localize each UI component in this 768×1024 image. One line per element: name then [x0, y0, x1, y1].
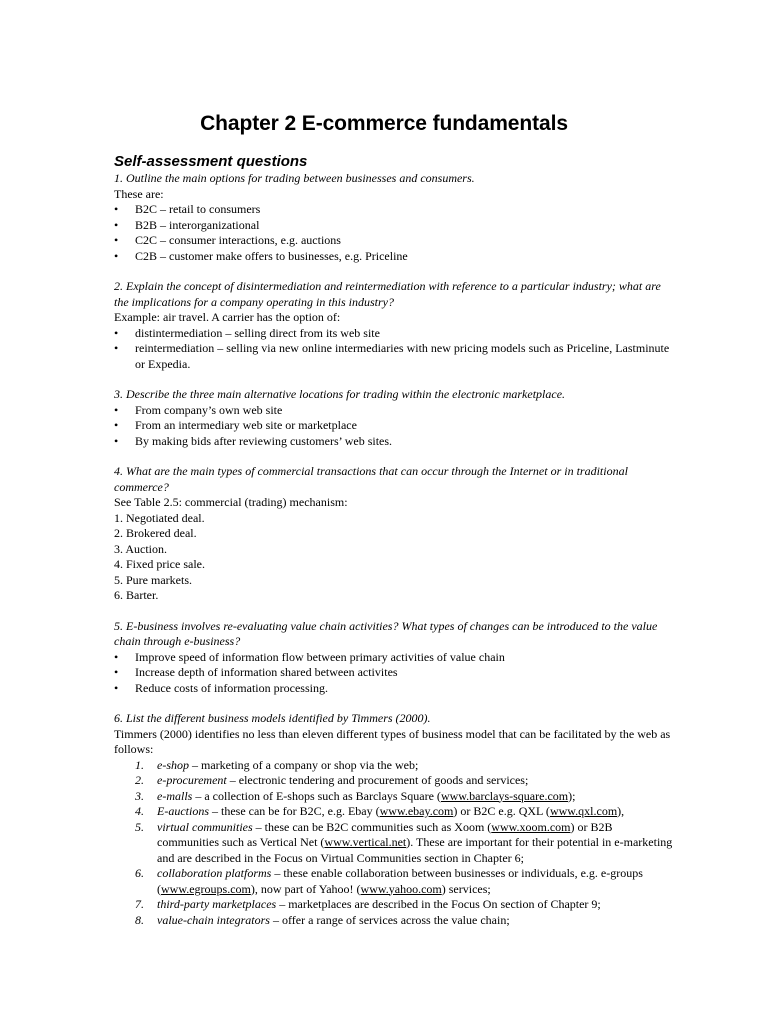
- model-description: ) or B2C e.g. QXL (: [453, 804, 550, 818]
- list-number: 1.: [135, 757, 144, 772]
- answer-1-intro: These are:: [114, 186, 164, 201]
- list-item: [114, 820, 674, 867]
- model-description: ),: [617, 804, 625, 818]
- list-item: [114, 897, 674, 913]
- answer-2-list: [114, 326, 674, 373]
- model-description: ) or B2B communities such as Vertical Net (: [157, 819, 613, 849]
- answer-6-intro: Timmers (2000) identifies no less than eleven different types of business model that can be facilitated by the web as follows:: [114, 726, 671, 756]
- list-item: 2. Brokered deal.: [114, 526, 197, 540]
- list-item: • Improve speed of information flow between primary activities of value chain: [114, 650, 674, 666]
- spacer: [114, 604, 674, 619]
- model-term: collaboration platforms: [157, 866, 272, 880]
- list-item: [114, 773, 674, 789]
- answer-3-list: [114, 403, 674, 450]
- question-1: 1. Outline the main options for trading between businesses and consumers.: [114, 171, 475, 185]
- answer-4-intro: See Table 2.5: commercial (trading) mechanism:: [114, 495, 348, 509]
- list-item: • reintermediation – selling via new online intermediaries with new pricing models such as Priceline, Lastminute or Expedia.: [114, 341, 674, 372]
- list-item: [114, 789, 674, 805]
- list-item: 4. Fixed price sale.: [114, 557, 205, 571]
- spacer: [114, 372, 674, 387]
- list-number: 7.: [135, 897, 144, 911]
- spacer: [114, 696, 674, 711]
- list-item: • Reduce costs of information processing.: [114, 681, 674, 697]
- list-item: [114, 804, 674, 820]
- list-item: • distintermediation – selling direct from its web site: [114, 326, 674, 342]
- model-term: value-chain integrators: [157, 912, 270, 927]
- section-heading: Self-assessment questions: [114, 153, 308, 170]
- list-item: 1. Negotiated deal.: [114, 510, 205, 525]
- model-description: – offer a range of services across the value chain;: [269, 912, 510, 927]
- question-5: 5. E-business involves re-evaluating value chain activities? What types of changes can be introduced to the value chain through e-business?: [114, 618, 658, 648]
- list-item: [114, 866, 674, 897]
- list-number: 6.: [135, 866, 144, 880]
- model-term: e-malls: [157, 788, 193, 803]
- page-title: Chapter 2 E-commerce fundamentals: [200, 112, 568, 135]
- list-number: 5.: [135, 819, 144, 834]
- vertical-net-link[interactable]: www.vertical.net: [324, 835, 407, 849]
- list-item: [114, 913, 674, 929]
- list-number: 4.: [135, 804, 144, 818]
- document-body: [114, 152, 674, 928]
- model-description: – these enable collaboration between businesses or individuals, e.g. e-groups (: [157, 866, 643, 896]
- model-description: – marketplaces are described in the Focus On section of Chapter 9;: [276, 897, 601, 911]
- list-item: • B2B – interorganizational: [114, 218, 674, 234]
- question-6: 6. List the different business models identified by Timmers (2000).: [114, 711, 431, 725]
- ebay-link[interactable]: www.ebay.com: [379, 804, 454, 818]
- answer-4-list: [114, 511, 674, 604]
- model-term: virtual communities: [157, 819, 253, 834]
- list-item: 3. Auction.: [114, 541, 167, 556]
- model-term: e-shop: [157, 757, 189, 772]
- model-description: ), now part of Yahoo! (: [250, 881, 361, 896]
- model-description: ). These are important for their potential in e-marketing and are described in the Focus on Virtual Communities section in Chapter 6;: [157, 835, 673, 865]
- spacer: [114, 264, 674, 279]
- list-item: • By making bids after reviewing customers’ web sites.: [114, 434, 674, 450]
- xoom-link[interactable]: www.xoom.com: [491, 819, 571, 834]
- model-term: e-procurement: [157, 773, 227, 787]
- model-description: – these can be for B2C, e.g. Ebay (: [209, 804, 380, 818]
- model-term: third-party marketplaces: [157, 897, 277, 911]
- answer-5-list: [114, 650, 674, 697]
- model-description: – these can be B2C communities such as Xoom (: [252, 819, 492, 834]
- list-item: • B2C – retail to consumers: [114, 202, 674, 218]
- question-3: 3. Describe the three main alternative locations for trading within the electronic marketplace.: [114, 387, 566, 401]
- list-item: • Increase depth of information shared between activites: [114, 665, 674, 681]
- question-4: 4. What are the main types of commercial transactions that can occur through the Internet or in traditional commerce?: [114, 464, 628, 494]
- model-term: E-auctions: [157, 804, 209, 818]
- list-item: • From an intermediary web site or marketplace: [114, 418, 674, 434]
- list-item: • C2C – consumer interactions, e.g. auctions: [114, 233, 674, 249]
- list-item: • C2B – customer make offers to businesses, e.g. Priceline: [114, 249, 674, 265]
- list-number: 3.: [135, 788, 144, 803]
- list-item: • From company’s own web site: [114, 403, 674, 419]
- list-number: 8.: [135, 912, 144, 927]
- model-description: – marketing of a company or shop via the web;: [189, 757, 419, 772]
- list-item: 5. Pure markets.: [114, 572, 192, 587]
- model-description: – a collection of E-shops such as Barclays Square (: [192, 788, 441, 803]
- qxl-link[interactable]: www.qxl.com: [549, 804, 618, 818]
- business-model-list: [114, 758, 674, 929]
- model-description: ) services;: [441, 881, 491, 896]
- list-number: 2.: [135, 773, 144, 787]
- answer-1-list: [114, 202, 674, 264]
- question-2: 2. Explain the concept of disintermediation and reintermediation with reference to a particular industry; what are the implications for a company operating in this industry?: [114, 279, 661, 309]
- egroups-link[interactable]: www.egroups.com: [161, 881, 251, 896]
- list-item: 6. Barter.: [114, 588, 159, 602]
- spacer: [114, 449, 674, 464]
- model-description: );: [568, 788, 576, 803]
- list-item: [114, 758, 674, 774]
- model-description: – electronic tendering and procurement of goods and services;: [226, 773, 529, 787]
- answer-2-intro: Example: air travel. A carrier has the option of:: [114, 310, 341, 324]
- yahoo-link[interactable]: www.yahoo.com: [360, 881, 442, 896]
- barclays-square-link[interactable]: www.barclays-square.com: [440, 788, 569, 803]
